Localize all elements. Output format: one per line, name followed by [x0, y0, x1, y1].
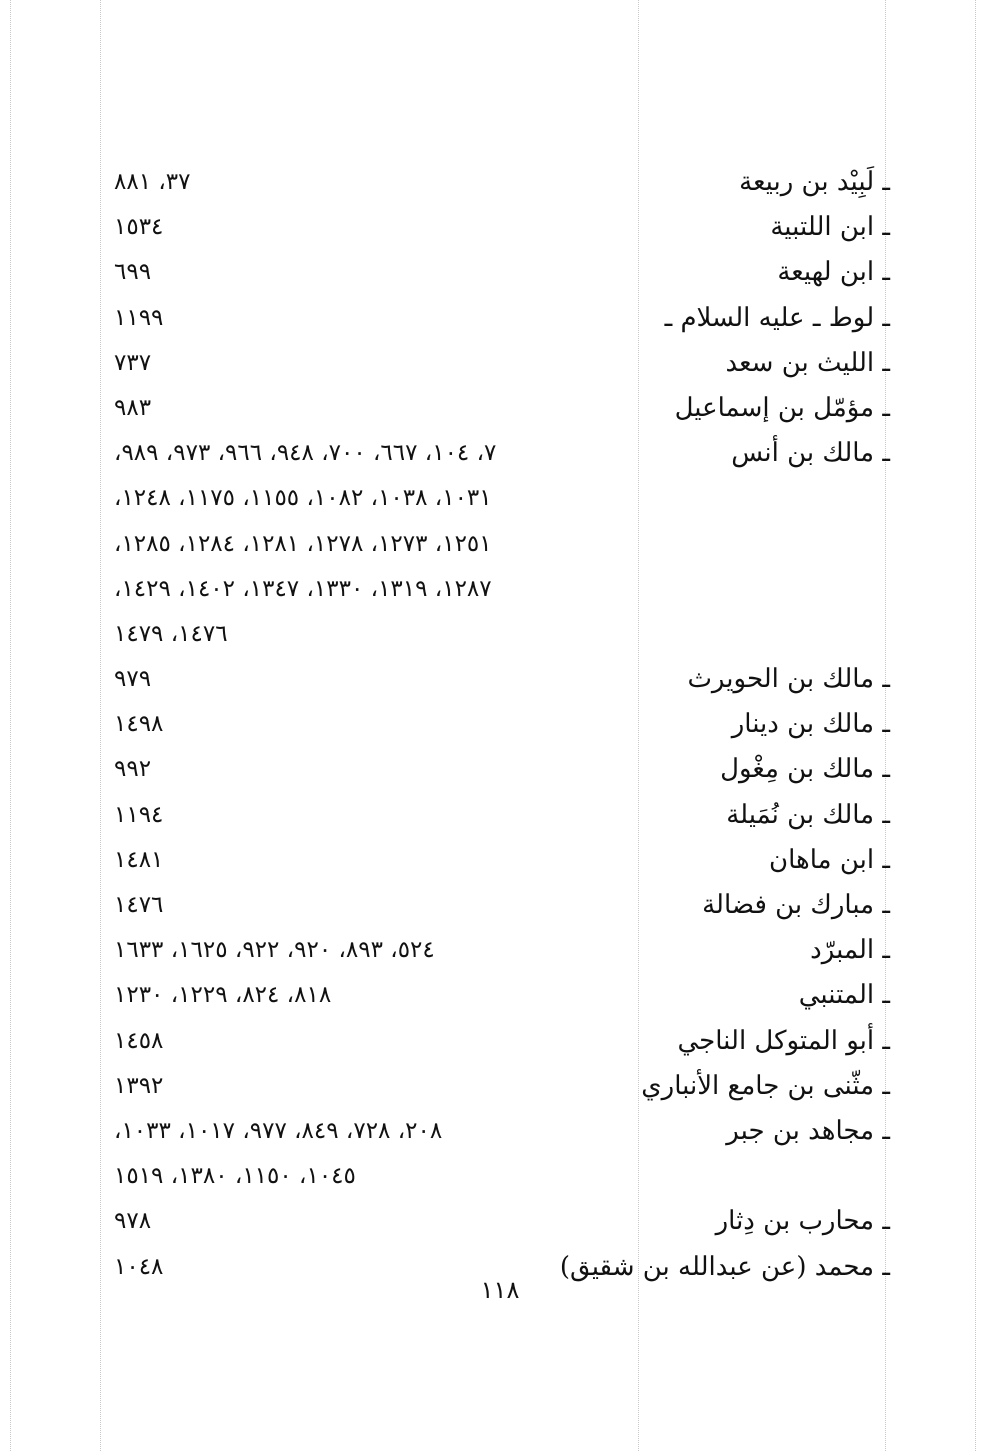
index-entry-continuation — [110, 522, 890, 567]
entry-pages: ٦٩٩ — [114, 259, 152, 286]
entry-pages: ١٢٥١، ١٢٧٣، ١٢٧٨، ١٢٨١، ١٢٨٤، ١٢٨٥، — [114, 530, 492, 557]
entry-pages: ٧٣٧ — [114, 349, 152, 376]
entry-name: ـ مؤمّل بن إسماعيل — [674, 392, 890, 423]
page-number: ١١٨ — [480, 1276, 520, 1304]
index-entry-continuation — [110, 476, 890, 521]
entry-name: ـ مالك بن أنس — [731, 438, 890, 469]
entry-pages: ٩٧٨ — [114, 1208, 152, 1235]
index-entry — [110, 928, 890, 973]
dotted-guide-line — [100, 0, 101, 1451]
entry-pages: ١٣٩٢ — [114, 1072, 164, 1099]
entry-name: ـ ابن اللتبية — [770, 212, 890, 243]
entry-name: ـ المبرّد — [810, 935, 890, 966]
entry-name: ـ لَبِيْد بن ربيعة — [739, 167, 890, 197]
entry-pages: ١٠٤٥، ١١٥٠، ١٣٨٠، ١٥١٩ — [114, 1163, 356, 1190]
entry-name: ـ محارب بن دِثار — [715, 1206, 890, 1237]
entry-pages: ٩٩٢ — [114, 756, 152, 783]
entry-name: ـ الليث بن سعد — [725, 347, 890, 378]
entry-name: ـ ابن لهيعة — [777, 257, 890, 288]
entry-name: ـ مبارك بن فضالة — [702, 890, 890, 920]
dotted-guide-line — [975, 0, 976, 1451]
entry-name: ـ أبو المتوكل الناجي — [677, 1025, 890, 1056]
entry-pages: ١١٩٤ — [114, 801, 164, 828]
entry-name: ـ ابن ماهان — [769, 844, 890, 875]
index-entry — [110, 973, 890, 1018]
entry-pages: ٢٠٨، ٧٢٨، ٨٤٩، ٩٧٧، ١٠١٧، ١٠٣٣، — [114, 1117, 443, 1144]
entry-pages: ١٢٨٧، ١٣١٩، ١٣٣٠، ١٣٤٧، ١٤٠٢، ١٤٢٩، — [114, 575, 492, 602]
entry-pages: ١٠٣١، ١٠٣٨، ١٠٨٢، ١١٥٥، ١١٧٥، ١٢٤٨، — [114, 485, 492, 512]
entry-pages: ٥٢٤، ٨٩٣، ٩٢٠، ٩٢٢، ١٦٢٥، ١٦٣٣ — [114, 937, 435, 964]
index-entry — [110, 1064, 890, 1109]
index-entry — [110, 702, 890, 747]
index-entry — [110, 296, 890, 341]
index-entry-continuation — [110, 1154, 890, 1199]
entry-pages: ٩٨٣ — [114, 394, 152, 421]
index-entry-continuation — [110, 612, 890, 657]
entry-pages: ١٤٧٦، ١٤٧٩ — [114, 620, 228, 647]
index-entry — [110, 838, 890, 883]
entry-name: ـ محمد (عن عبدالله بن شقيق) — [559, 1251, 890, 1282]
index-entry — [110, 205, 890, 250]
entry-pages: ١٤٥٨ — [114, 1027, 164, 1054]
entry-pages: ١٥٣٤ — [114, 214, 164, 241]
index-entry — [110, 1199, 890, 1244]
entry-name: ـ لوط ـ عليه السلام ـ — [664, 302, 890, 333]
entry-pages: ١٤٨١ — [114, 846, 164, 873]
entry-name: ـ مالك بن دينار — [731, 709, 890, 740]
index-entry-continuation — [110, 567, 890, 612]
index-entry — [110, 793, 890, 838]
index-entry — [110, 250, 890, 295]
entry-pages: ١٠٤٨ — [114, 1253, 164, 1280]
index-entry — [110, 386, 890, 431]
entry-name: ـ مالك بن الحويرث — [687, 664, 890, 695]
index-entry — [110, 883, 890, 928]
index-entry — [110, 431, 890, 476]
entry-name: ـ مجاهد بن جبر — [726, 1115, 890, 1146]
index-entry — [110, 1109, 890, 1154]
entry-pages: ٨١٨، ٨٢٤، ١٢٢٩، ١٢٣٠ — [114, 982, 332, 1009]
index-entry — [110, 341, 890, 386]
entry-pages: ١٤٧٦ — [114, 892, 164, 918]
entry-pages: ٧، ١٠٤، ٦٦٧، ٧٠٠، ٩٤٨، ٩٦٦، ٩٧٣، ٩٨٩، — [114, 440, 497, 467]
entry-pages: ١١٩٩ — [114, 304, 164, 331]
entry-name: ـ مالك بن نُمَيلة — [726, 799, 890, 830]
index-list — [110, 160, 890, 1290]
entry-name: ـ المتنبي — [798, 980, 890, 1011]
entry-pages: ١٤٩٨ — [114, 711, 164, 738]
entry-pages: ٩٧٩ — [114, 666, 152, 693]
index-entry — [110, 747, 890, 792]
entry-name: ـ مثّنى بن جامع الأنباري — [641, 1070, 890, 1101]
dotted-guide-line — [10, 0, 11, 1451]
entry-name: ـ مالك بن مِغْول — [720, 754, 890, 785]
index-entry — [110, 1019, 890, 1064]
index-entry — [110, 160, 890, 205]
entry-pages: ٣٧، ٨٨١ — [114, 169, 191, 195]
index-entry — [110, 657, 890, 702]
